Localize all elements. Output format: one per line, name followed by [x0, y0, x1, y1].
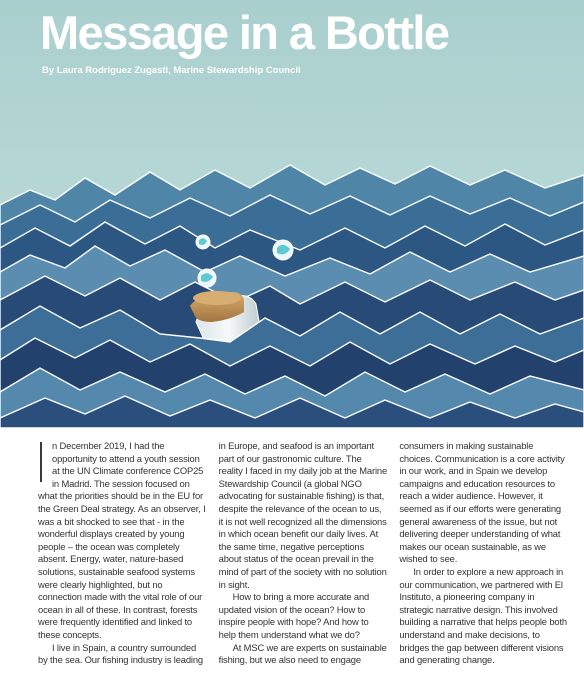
- text-column-3: [399, 440, 568, 672]
- bubble-icon: [273, 240, 293, 260]
- text-column-1: [38, 440, 207, 672]
- text-column-2: [219, 440, 388, 672]
- paragraph: in Europe, and seafood is an important part of our gastronomic culture. The reality I faced in my daily job at the Marine Stewardship Council (a global NGO advocating for sustainable fishing) is that, despite the relevance of the ocean to us, it is not well recognized all the dimensions in which ocean benefit our daily lives. At the same time, negative perceptions about status of the ocean prevail in the mind of part of the society with no solution in sight.: [218, 440, 388, 590]
- paragraph: At MSC we are experts on sustainable fishing, but we also need to engage: [218, 641, 387, 666]
- article-byline: By Laura Rodriguez Zugasti, Marine Stewardship Council: [42, 65, 301, 76]
- drop-cap-bar: [40, 442, 42, 482]
- article-body: [38, 440, 568, 672]
- paragraph: n December 2019, I had the opportunity to attend a youth session at the UN Climate conference COP25 in Madrid. The session focused on what the priorities should be in the EU for the Green Deal strategy. As an observer, I was a bit shocked to see that - in the wonderful displays created by young people – the ocean was completely absent. Energy, water, nature-based solutions, sustainable seafood systems were clearly highlighted, but no connection made with the vital role of our ocean in all of these. In contrast, forests were frequently identified and linked to these concepts.: [38, 440, 206, 640]
- paragraph: consumers in making sustainable choices. Communication is a core activity in our work, and in Spain we develop campaigns and education resources to reach a wider audience. However, it seemed as if our efforts were generating general awareness of the issue, but not delivering deeper understanding of what makes our ocean sustainable, as we wished to see.: [399, 440, 565, 565]
- paragraph: I live in Spain, a country surrounded by the sea. Our fishing industry is leading: [38, 641, 203, 666]
- article-title: Message in a Bottle: [40, 6, 449, 59]
- paragraph: How to bring a more accurate and updated vision of the ocean? How to inspire people with hope? And how to help them understand what we do?: [218, 591, 370, 640]
- bubble-icon: [196, 235, 210, 249]
- paragraph: In order to explore a new approach in our communication, we partnered with El Instituto, a pioneering company in strategic narrative design. This involved building a narrative that helps people both understand and make decisions, to bridges the gap between different visions and generating change.: [399, 565, 567, 666]
- bubble-icon: [198, 269, 216, 287]
